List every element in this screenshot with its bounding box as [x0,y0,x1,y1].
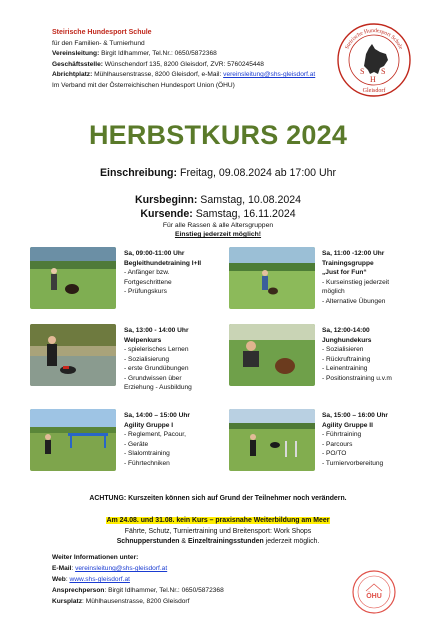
club-logo [336,22,412,98]
club-name: Steirische Hundesport Schule [52,29,152,36]
course-begleithund: Sa, 09:00-11:00 Uhr Begleithundetraining I+II - Anfänger bzw. Fortgeschrittene - Prüfungskurs [124,250,202,295]
special-notes [0,516,436,548]
page-title: HERBSTKURS 2024 [88,120,348,150]
course-agility-1: Sa, 14:00 – 15:00 Uhr Agility Gruppe I - Reglement, Pacour, - Geräte - Slalomtraining - Führtechniken [124,412,190,467]
photo-agility-2 [229,409,315,471]
course-just-for-fun: Sa, 11:00 -12:00 Uhr Trainingsgruppe „Just for Fun“ - Kurseinstieg jederzeit möglich - Alternative Übungen [322,250,390,305]
weitere-info-label: Weiter Informationen unter: [52,554,139,561]
logo-letter-3: S [381,67,386,76]
kursbeginn-line: Kursbeginn: Samstag, 10.08.2024 [134,194,302,206]
einschreibung-line: Einschreibung: Freitag, 09.08.2024 ab 17:00 Uhr [99,167,337,179]
header-email-link[interactable]: vereinsleitung@shs-gleisdorf.at [223,71,316,79]
course-welpenkurs: Sa, 13:00 - 14:00 Uhr Welpenkurs - spielerisches Lernen - Sozialisierung - erste Grundübungen - Grundwissen über Erziehung - Ausbildung [124,327,192,391]
no-course-highlight: Am 24.08. und 31.08. kein Kurs – praxisnahe Weiterbildung am Meer [106,517,330,524]
footer-info [52,552,352,607]
vereinsleitung-line: Vereinsleitung: Birgit Idlhammer, Tel.Nr.: 0650/5872368 [52,50,217,58]
footer-email-link[interactable]: vereinsleitung@shs-gleisdorf.at [75,565,168,572]
footer-ansprech-line: Ansprechperson: Birgit Idlhammer, Tel.Nr.: 0650/5872368 [52,587,224,594]
letterhead [52,28,342,92]
course-junghundekurs: Sa, 12:00-14:00 Junghundekurs - Sozialisieren - Rückruftraining - Leinentraining - Positionstraining u.v.m [322,327,392,382]
verband-line: Im Verband mit der Österreichischen Hundesport Union (ÖHU) [52,81,235,89]
geschaeftsstelle-line: Geschäftsstelle: Wünschendorf 135, 8200 Gleisdorf, ZVR: 5760245448 [52,60,264,68]
rassen-line: Für alle Rassen & alle Altersgruppen [162,222,274,229]
schnupper-line: Schnupperstunden & Einzeltrainingsstunden jederzeit möglich. [116,538,320,545]
logo-letter-2: H [370,75,376,84]
photo-just-for-fun [229,247,315,309]
course-dates [0,193,436,239]
achtung-note: ACHTUNG: Kurszeiten können sich auf Grund der Teilnehmer noch verändern. [89,495,347,502]
stamp-text: ÖHU [366,593,382,600]
kursende-line: Kursende: Samstag, 16.11.2024 [140,208,296,220]
course-agility-2: Sa, 15:00 – 16:00 Uhr Agility Gruppe II - Führtraining - Parcours - PO/TO - Turniervorbereitung [322,412,388,467]
einstieg-line: Einstieg jederzeit möglich! [174,231,262,238]
workshops-line: Fährte, Schutz, Turniertraining und Breitensport: Work Shops [124,527,312,535]
photo-agility-1 [30,409,116,471]
club-subtitle: für den Familien- & Turnierhund [52,39,145,47]
photo-junghundekurs [229,324,315,386]
oehu-stamp [351,569,397,615]
photo-welpenkurs [30,324,116,386]
logo-place: Gleisdorf [362,88,386,94]
footer-web-line: Web: www.shs-gleisdorf.at [52,576,130,583]
logo-ring-text: Steirische Hundesport Schule [344,27,404,51]
abrichtplatz-line: Abrichtplatz: Mühlhausenstrasse, 8200 Gleisdorf, e-Mail: vereinsleitung@shs-gleisdorf.at [52,71,316,79]
footer-web-link[interactable]: www.shs-gleisdorf.at [69,576,130,583]
footer-kursplatz-line: Kursplatz: Mühlhausenstrasse, 8200 Gleisdorf [52,598,190,605]
footer-email-line: E-Mail: vereinsleitung@shs-gleisdorf.at [52,565,168,572]
photo-begleithund [30,247,116,309]
logo-letter-1: S [360,67,365,76]
